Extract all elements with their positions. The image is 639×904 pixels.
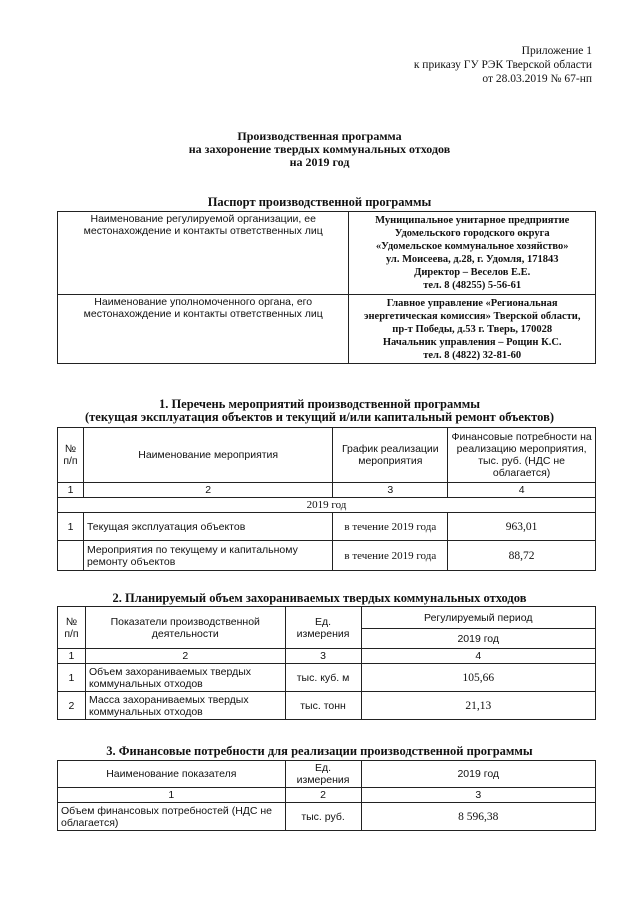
row-name: Текущая эксплуатация объектов [83, 513, 332, 541]
col-number: 2 [85, 649, 285, 664]
value-line: энергетическая комиссия» Тверской области, [363, 310, 581, 322]
row-num: 2 [58, 692, 86, 720]
measures-header-row [58, 428, 596, 483]
appendix-line-2: к приказу ГУ РЭК Тверской области [413, 59, 592, 71]
row-unit: тыс. тонн [285, 692, 361, 720]
header-unit: Ед. измерения [285, 761, 361, 788]
row-unit: тыс. куб. м [285, 664, 361, 692]
row-value: 88,72 [448, 541, 596, 571]
title-line-2: на захоронение твердых коммунальных отходов [188, 142, 451, 156]
passport-table [57, 211, 596, 364]
table-row [58, 664, 596, 692]
financial-header-row [58, 761, 596, 788]
row-name: Масса захораниваемых твердых коммунальных отходов [85, 692, 285, 720]
row-value: 8 596,38 [361, 803, 595, 831]
header-measure-name: Наименование мероприятия [83, 428, 332, 483]
header-year: 2019 год [361, 629, 595, 649]
measures-year-row [58, 498, 596, 513]
financial-needs-table [57, 760, 596, 831]
header-financial-needs: Финансовые потребности на реализацию мероприятия, тыс. руб. (НДС не облагается) [448, 428, 596, 483]
table-row [58, 803, 596, 831]
header-num: № п/п [58, 607, 86, 649]
appendix-line-1: Приложение 1 [521, 45, 592, 57]
measures-column-numbers [58, 483, 596, 498]
section1-title-line-1: 1. Перечень мероприятий производственной программы [158, 397, 481, 411]
waste-column-numbers [58, 649, 596, 664]
row-schedule: в течение 2019 года [333, 513, 448, 541]
appendix-reference [414, 44, 592, 86]
table-row [58, 513, 596, 541]
passport-label: Наименование уполномоченного органа, его местонахождение и контакты ответственных лиц [58, 295, 349, 364]
table-row [58, 692, 596, 720]
header-period: Регулируемый период [361, 607, 595, 629]
section2-title: 2. Планируемый объем захораниваемых твердых коммунальных отходов [112, 591, 527, 605]
value-line: Главное управление «Региональная [386, 297, 558, 309]
value-line: Удомельского городского округа [394, 228, 550, 239]
row-schedule: в течение 2019 года [333, 541, 448, 571]
col-number: 4 [361, 649, 595, 664]
value-line: Директор – Веселов Е.Е. [414, 267, 531, 278]
row-num [58, 541, 84, 571]
value-line: «Удомельское коммунальное хозяйство» [375, 241, 569, 252]
value-line: пр-т Победы, д.53 г. Тверь, 170028 [392, 323, 553, 335]
col-number: 2 [83, 483, 332, 498]
header-unit: Ед. измерения [285, 607, 361, 649]
value-line: тел. 8 (4822) 32-81-60 [423, 349, 522, 361]
section1-title-line-2: (текущая эксплуатация объектов и текущий и/или капитальный ремонт объектов) [84, 410, 554, 424]
row-value: 963,01 [448, 513, 596, 541]
passport-row-organization [58, 212, 596, 295]
waste-volume-table [57, 606, 596, 720]
value-line: тел. 8 (48255) 5-56-61 [423, 280, 522, 291]
col-number: 1 [58, 788, 286, 803]
section3-title: 3. Финансовые потребности для реализации производственной программы [106, 744, 533, 758]
financial-column-numbers [58, 788, 596, 803]
header-indicator-name: Наименование показателя [58, 761, 286, 788]
header-indicators: Показатели производственной деятельности [85, 607, 285, 649]
section1-title [0, 398, 639, 424]
row-value: 105,66 [361, 664, 595, 692]
passport-value [349, 295, 596, 364]
col-number: 1 [58, 483, 84, 498]
col-number: 3 [333, 483, 448, 498]
passport-row-authority [58, 295, 596, 364]
col-number: 3 [361, 788, 595, 803]
row-num: 1 [58, 664, 86, 692]
header-year: 2019 год [361, 761, 595, 788]
row-name: Мероприятия по текущему и капитальному ремонту объектов [83, 541, 332, 571]
header-schedule: График реализации мероприятия [333, 428, 448, 483]
row-value: 21,13 [361, 692, 595, 720]
value-line: ул. Моисеева, д.28, г. Удомля, 171843 [385, 254, 559, 265]
row-num: 1 [58, 513, 84, 541]
col-number: 4 [448, 483, 596, 498]
header-num: № п/п [58, 428, 84, 483]
col-number: 3 [285, 649, 361, 664]
passport-title: Паспорт производственной программы [207, 195, 432, 209]
value-line: Начальник управления – Рощин К.С. [382, 336, 562, 348]
title-line-3: на 2019 год [289, 155, 350, 169]
measures-table [57, 427, 596, 571]
passport-label: Наименование регулируемой организации, ее местонахождение и контакты ответственных лиц [58, 212, 349, 295]
col-number: 2 [285, 788, 361, 803]
row-unit: тыс. руб. [285, 803, 361, 831]
document-title [0, 130, 639, 169]
passport-value [349, 212, 596, 295]
table-row [58, 541, 596, 571]
row-name: Объем захораниваемых твердых коммунальных отходов [85, 664, 285, 692]
title-line-1: Производственная программа [237, 129, 402, 143]
year-cell: 2019 год [58, 498, 596, 513]
col-number: 1 [58, 649, 86, 664]
waste-header-row [58, 607, 596, 629]
value-line: Муниципальное унитарное предприятие [375, 215, 570, 226]
appendix-line-3: от 28.03.2019 № 67-нп [482, 73, 592, 85]
row-name: Объем финансовых потребностей (НДС не облагается) [58, 803, 286, 831]
